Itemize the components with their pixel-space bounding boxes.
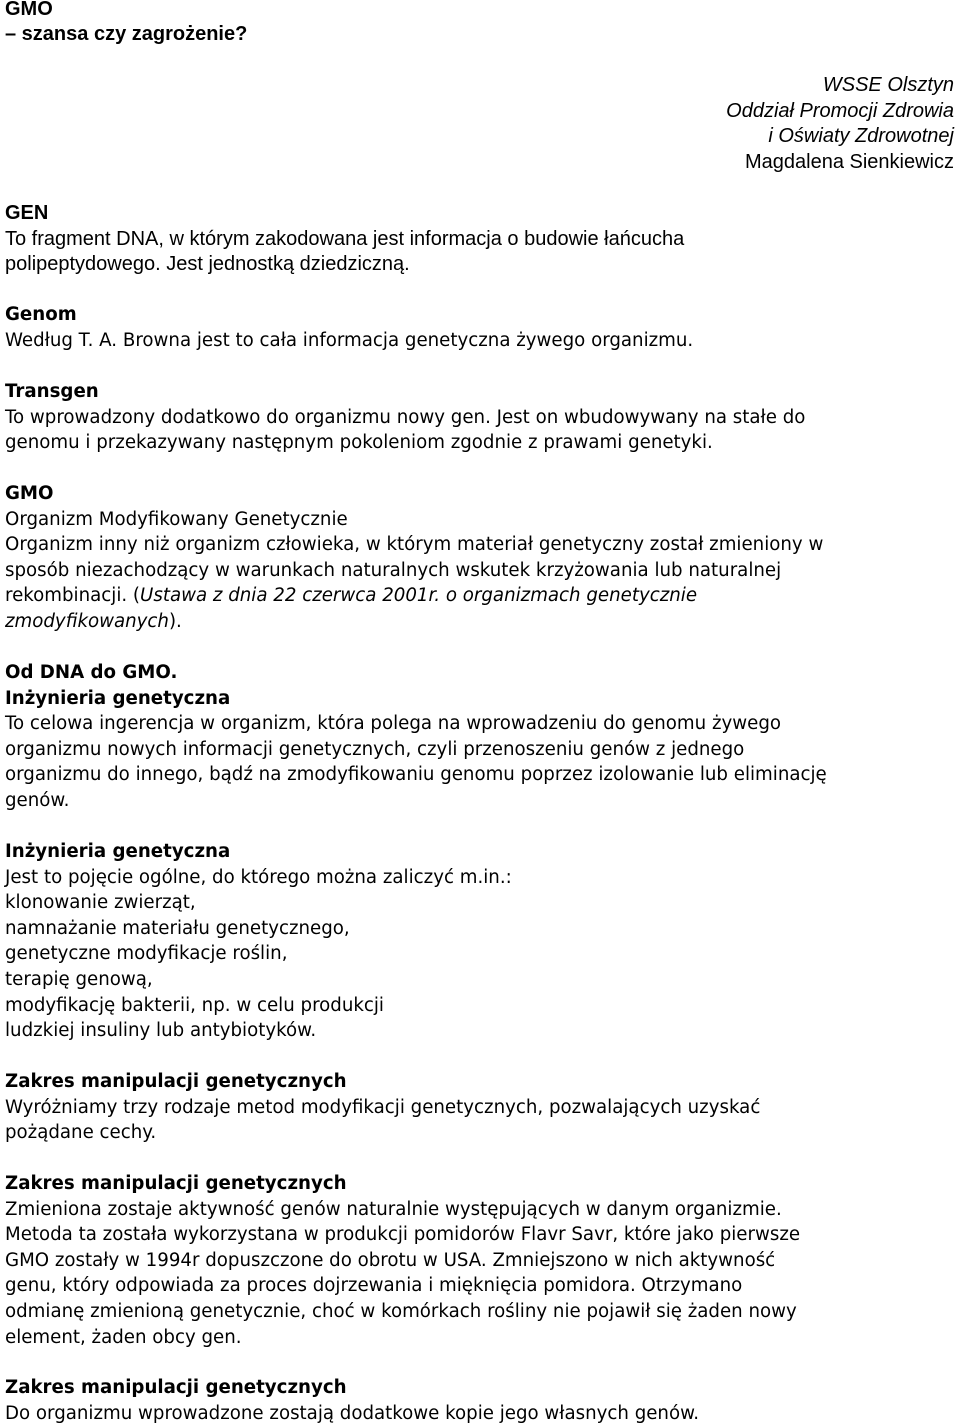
paragraph-line: To wprowadzony dodatkowo do organizmu nowy gen. Jest on wbudowywany na stałe do bbox=[5, 406, 806, 428]
paragraph-line: Metoda ta została wykorzystana w produkcji pomidorów Flavr Savr, które jako pierwsze bbox=[5, 1224, 801, 1246]
list-item: namnażanie materiału genetycznego, bbox=[5, 917, 350, 939]
affiliation-department-2: i Oświaty Zdrowotnej bbox=[768, 125, 954, 147]
author-name: Magdalena Sienkiewicz bbox=[744, 150, 954, 173]
paragraph-text: Do organizmu wprowadzone zostają dodatkowe kopie jego własnych genów. bbox=[5, 1402, 700, 1424]
list-item: modyfikację bakterii, np. w celu produkcji bbox=[5, 994, 384, 1016]
paragraph-line: Organizm inny niż organizm człowieka, w którym materiał genetyczny został zmieniony w bbox=[5, 534, 824, 556]
paragraph-line: Jest to pojęcie ogólne, do którego można zaliczyć m.in.: bbox=[5, 866, 512, 888]
citation-prefix: rekombinacji. ( bbox=[5, 585, 141, 607]
section-gmo bbox=[5, 481, 957, 635]
paragraph-line: GMO zostały w 1994r dopuszczone do obrotu w USA. Zmniejszono w nich aktywność bbox=[5, 1249, 776, 1271]
document-title bbox=[5, 0, 247, 47]
author-affiliation bbox=[726, 73, 954, 175]
section-genom bbox=[5, 302, 957, 353]
section-scope-1 bbox=[5, 1069, 957, 1146]
section-heading: GMO bbox=[5, 483, 54, 504]
title-line-1: GMO bbox=[5, 0, 53, 20]
section-gen bbox=[5, 201, 957, 278]
section-scope-2 bbox=[5, 1171, 957, 1350]
affiliation-department: Oddział Promocji Zdrowia bbox=[726, 99, 954, 122]
paragraph-line: genu, który odpowiada za proces dojrzewania i mięknięcia pomidora. Otrzymano bbox=[5, 1275, 743, 1297]
title-line-2: – szansa czy zagrożenie? bbox=[5, 23, 248, 45]
section-scope-3 bbox=[5, 1375, 957, 1426]
paragraph-line: polipeptydowego. Jest jednostką dziedziczną. bbox=[5, 253, 410, 276]
paragraph-line bbox=[5, 583, 957, 609]
section-subheading: Inżynieria genetyczna bbox=[5, 687, 231, 709]
section-genetic-engineering bbox=[5, 839, 957, 1044]
section-dna-to-gmo bbox=[5, 660, 957, 814]
section-heading: Zakres manipulacji genetycznych bbox=[5, 1071, 347, 1092]
list-item: genetyczne modyfikacje roślin, bbox=[5, 943, 288, 965]
paragraph-line: To celowa ingerencja w organizm, która polega na wprowadzeniu do genomu żywego bbox=[5, 713, 781, 735]
paragraph-text: Według T. A. Browna jest to cała informacja genetyczna żywego organizmu. bbox=[5, 329, 694, 351]
section-heading: Genom bbox=[5, 304, 77, 325]
gmo-subtitle: Organizm Modyfikowany Genetycznie bbox=[5, 508, 348, 530]
paragraph-line: organizmu nowych informacji genetycznych, czyli przenoszeniu genów z jednego bbox=[5, 738, 745, 760]
law-citation-end: zmodyfikowanych bbox=[5, 610, 169, 632]
section-heading: Zakres manipulacji genetycznych bbox=[5, 1173, 347, 1194]
paragraph-line: genomu i przekazywany następnym pokoleniom zgodnie z prawami genetyki. bbox=[5, 432, 713, 454]
section-transgen bbox=[5, 379, 957, 456]
section-heading: Inżynieria genetyczna bbox=[5, 841, 231, 862]
paragraph-line: odmianę zmienioną genetycznie, choć w komórkach rośliny nie pojawił się żaden nowy bbox=[5, 1300, 797, 1322]
list-item: ludzkiej insuliny lub antybiotyków. bbox=[5, 1020, 317, 1042]
paragraph-line: element, żaden obcy gen. bbox=[5, 1326, 242, 1348]
paragraph-line: To fragment DNA, w którym zakodowana jest informacja o budowie łańcucha bbox=[5, 227, 685, 250]
section-heading: Transgen bbox=[5, 381, 99, 402]
list-item: klonowanie zwierząt, bbox=[5, 892, 196, 914]
section-heading: Zakres manipulacji genetycznych bbox=[5, 1377, 347, 1398]
paragraph-line: sposób niezachodzący w warunkach naturalnych wskutek krzyżowania lub naturalnej bbox=[5, 559, 782, 581]
citation-suffix: ). bbox=[168, 610, 182, 632]
list-item: terapię genową, bbox=[5, 968, 153, 990]
paragraph-line: Wyróżniamy trzy rodzaje metod modyfikacji genetycznych, pozwalających uzyskać bbox=[5, 1096, 761, 1118]
paragraph-line: organizmu do innego, bądź na zmodyfikowaniu genomu poprzez izolowanie lub eliminację bbox=[5, 764, 827, 786]
paragraph-line: genów. bbox=[5, 789, 70, 811]
paragraph-line bbox=[5, 609, 957, 635]
section-heading: Od DNA do GMO. bbox=[5, 662, 178, 683]
paragraph-line: Zmieniona zostaje aktywność genów naturalnie występujących w danym organizmie. bbox=[5, 1198, 782, 1220]
paragraph-line: pożądane cechy. bbox=[5, 1122, 157, 1144]
section-heading: GEN bbox=[5, 202, 49, 224]
law-citation: Ustawa z dnia 22 czerwca 2001r. o organizmach genetycznie bbox=[140, 585, 698, 607]
affiliation-institution: WSSE Olsztyn bbox=[822, 74, 954, 96]
